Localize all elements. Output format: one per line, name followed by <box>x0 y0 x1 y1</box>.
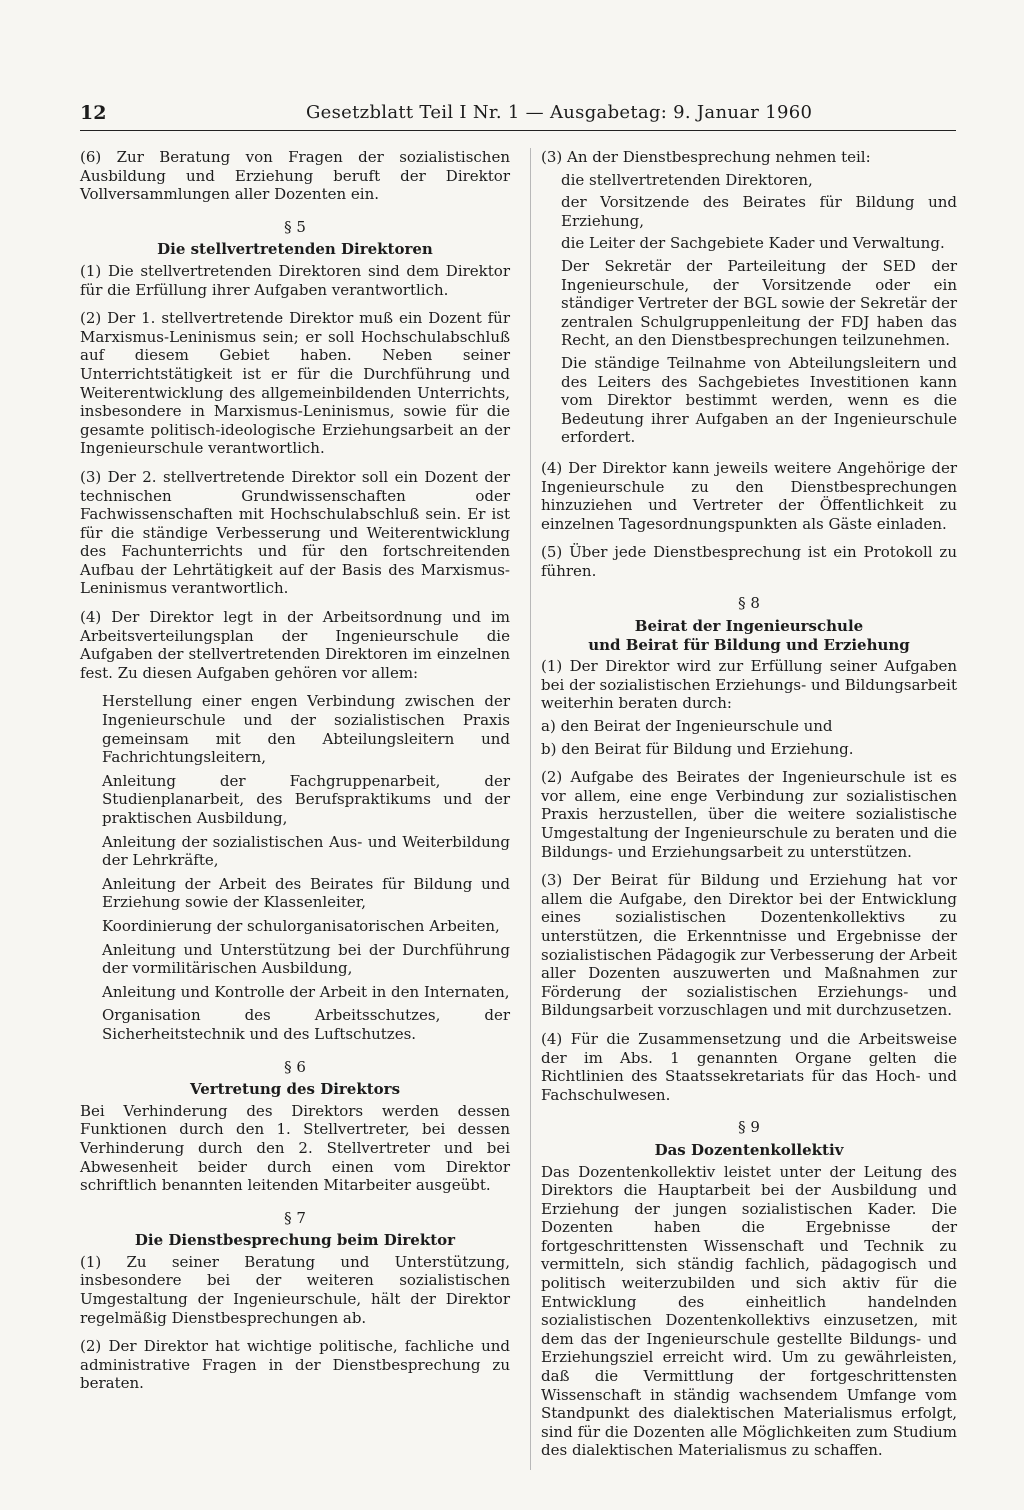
section-title: Die stellvertretenden Direktoren <box>157 240 433 259</box>
page-number: 12 <box>80 102 107 124</box>
list-item: Herstellung einer engen Verbindung zwischen der Ingenieurschule und der sozialistischen Praxis gemeinsam mit den Abteilungsleitern und Fachrichtungsleitern, <box>102 692 510 767</box>
section-title: Das Dozentenkollektiv <box>654 1140 844 1159</box>
list-item: Organisation des Arbeitsschutzes, der Sicherheitstechnik und des Luftschutzes. <box>102 1006 510 1043</box>
list-item: Anleitung und Kontrolle der Arbeit in den Internaten, <box>102 982 510 1001</box>
paragraph: (5) Über jede Dienstbesprechung ist ein Protokoll zu führen. <box>541 543 957 580</box>
list-item: b) den Beirat für Bildung und Erziehung. <box>541 739 854 758</box>
paragraph: (3) Der 2. stellvertretende Direktor soll ein Dozent der technischen Grundwissenschaften oder Fachwissenschaften mit Hochschulabschluß sein. Er ist für die ständige Verbesserung und Weiterentwicklung des Fachunterrichts und für den fortschreitenden Aufbau der Lehrtätigkeit auf der Basis des Marxismus-Leninismus verantwortlich. <box>80 467 510 598</box>
list-item: Die ständige Teilnahme von Abteilungsleitern und des Leiters des Sachgebietes Investitionen kann vom Direktor bestimmt werden, wenn es die Bedeutung ihrer Aufgaben an der Ingenieurschule erfordert. <box>561 353 957 447</box>
section-number: § 7 <box>284 1208 306 1227</box>
running-title: Gesetzblatt Teil I Nr. 1 — Ausgabetag: 9. Januar 1960 <box>306 102 813 123</box>
advisory-list <box>541 717 957 758</box>
paragraph: (1) Der Direktor wird zur Erfüllung seiner Aufgaben bei der sozialistischen Erziehungs- und Bildungsarbeit weiterhin beraten durch: <box>541 657 957 713</box>
paragraph: (2) Der Direktor hat wichtige politische, fachliche und administrative Fragen in der Dienstbesprechung zu beraten. <box>80 1337 510 1393</box>
list-item: Koordinierung der schulorganisatorischen Arbeiten, <box>102 916 500 935</box>
section-title: Vertretung des Direktors <box>189 1080 401 1099</box>
paragraph: (1) Zu seiner Beratung und Unterstützung, insbesondere bei der weiteren sozialistischen Umgestaltung der Ingenieurschule, hält der Direktor regelmäßig Dienstbesprechungen ab. <box>80 1252 510 1327</box>
paragraph: Bei Verhinderung des Direktors werden dessen Funktionen durch den 1. Stellvertreter, bei dessen Verhinderung durch den 2. Stellvertreter und bei Abwesenheit beider durch einen vom Direktor schriftlich benannten leitenden Mitarbeiter ausgeübt. <box>80 1101 510 1195</box>
section-title: Die Dienstbesprechung beim Direktor <box>134 1231 456 1250</box>
section-number: § 6 <box>284 1057 306 1076</box>
paragraph: (4) Der Direktor legt in der Arbeitsordnung und im Arbeitsverteilungsplan der Ingenieurschule die Aufgaben der stellvertretenden Direktoren im einzelnen fest. Zu diesen Aufgaben gehören vor allem: <box>80 608 510 682</box>
paragraph: (3) Der Beirat für Bildung und Erziehung hat vor allem die Aufgabe, den Direktor bei der Entwicklung eines sozialistischen Dozentenkollektivs zu unterstützen, die Erkenntnisse und Ergebnisse der sozialistischen Pädagogik zur Verbesserung der Arbeit aller Dozenten auszuwerten und Maßnahmen zur Förderung der sozialistischen Erziehungs- und Bildungsarbeit vorzuschlagen und mit durchzusetzen. <box>541 871 957 1020</box>
section-title: Beirat der Ingenieurschule <box>634 617 864 636</box>
right-column <box>530 148 957 1470</box>
section-title: und Beirat für Bildung und Erziehung <box>588 635 910 654</box>
page-header <box>80 102 956 131</box>
paragraph: (6) Zur Beratung von Fragen der sozialistischen Ausbildung und Erziehung beruft der Direktor Vollversammlungen aller Dozenten ein. <box>80 148 510 204</box>
task-list <box>80 692 510 1043</box>
list-item: Anleitung und Unterstützung bei der Durchführung der vormilitärischen Ausbildung, <box>102 940 510 978</box>
list-item: Anleitung der Arbeit des Beirates für Bildung und Erziehung sowie der Klassenleiter, <box>102 874 510 912</box>
list-item: der Vorsitzende des Beirates für Bildung und Erziehung, <box>561 193 957 230</box>
paragraph: (1) Die stellvertretenden Direktoren sind dem Direktor für die Erfüllung ihrer Aufgaben verantwortlich. <box>80 261 510 299</box>
list-item: Der Sekretär der Parteileitung der SED der Ingenieurschule, der Vorsitzende oder ein ständiger Vertreter der BGL sowie der Sekretär der zentralen Schulgruppenleitung der FDJ haben das Recht, an den Dienstbesprechungen teilzunehmen. <box>561 256 957 350</box>
list-item: Anleitung der sozialistischen Aus- und Weiterbildung der Lehrkräfte, <box>102 832 510 870</box>
left-column <box>80 148 510 1403</box>
section-number: § 9 <box>738 1118 760 1137</box>
list-item: die Leiter der Sachgebiete Kader und Verwaltung. <box>561 234 945 253</box>
paragraph: (4) Für die Zusammensetzung und die Arbeitsweise der im Abs. 1 genannten Organe gelten die Richtlinien des Staatssekretariats für das Hoch- und Fachschulwesen. <box>541 1029 957 1104</box>
paragraph: (3) An der Dienstbesprechung nehmen teil: <box>541 148 871 166</box>
paragraph: (2) Der 1. stellvertretende Direktor muß ein Dozent für Marxismus-Leninismus sein; er soll Hochschulabschluß auf diesem Gebiet haben. Neben seiner Unterrichtstätigkeit ist er für die Durchführung und Weiterentwicklung des allgemeinbildenden Unterrichts, insbesondere in Marxismus-Leninismus, sowie für die gesamte politisch-ideologische Erziehungsarbeit an der Ingenieurschule verantwortlich. <box>80 309 510 458</box>
participant-list <box>541 171 957 447</box>
paragraph: Das Dozentenkollektiv leistet unter der Leitung des Direktors die Hauptarbeit bei der Ausbildung und Erziehung der jungen sozialistischen Kader. Die Dozenten haben die Ergebnisse der fortgeschrittensten Wissenschaft und Technik zu vermitteln, sich ständig fachlich, pädagogisch und politisch weiterzubilden und sich aktiv für die Entwicklung des einheitlich handelnden sozialistischen Dozentenkollektivs einzusetzen, mit dem das der Ingenieurschule gestellte Bildungs- und Erziehungsziel erreicht wird. Um zu gewährleisten, daß die Vermittlung der fortgeschrittensten Wissenschaft in ständig wachsendem Umfange vom Standpunkt des dialektischen Materialismus erfolgt, sind für die Dozenten alle Möglichkeiten zum Studium des dialektischen Materialismus zu schaffen. <box>541 1162 957 1460</box>
list-item: a) den Beirat der Ingenieurschule und <box>541 717 833 736</box>
paragraph: (4) Der Direktor kann jeweils weitere Angehörige der Ingenieurschule zu den Dienstbesprechungen hinzuziehen und Vertreter der Öffentlichkeit zu einzelnen Tagesordnungspunkten als Gäste einladen. <box>541 458 957 533</box>
paragraph: (2) Aufgabe des Beirates der Ingenieurschule ist es vor allem, eine enge Verbindung zur sozialistischen Praxis herzustellen, über die weitere sozialistische Umgestaltung der Ingenieurschule zu beraten und die Bildungs- und Erziehungsarbeit zu unterstützen. <box>541 768 957 861</box>
list-item: die stellvertretenden Direktoren, <box>561 170 813 189</box>
section-number: § 8 <box>738 594 760 613</box>
list-item: Anleitung der Fachgruppenarbeit, der Studienplanarbeit, des Berufspraktikums und der praktischen Ausbildung, <box>102 771 510 827</box>
section-number: § 5 <box>284 217 306 236</box>
